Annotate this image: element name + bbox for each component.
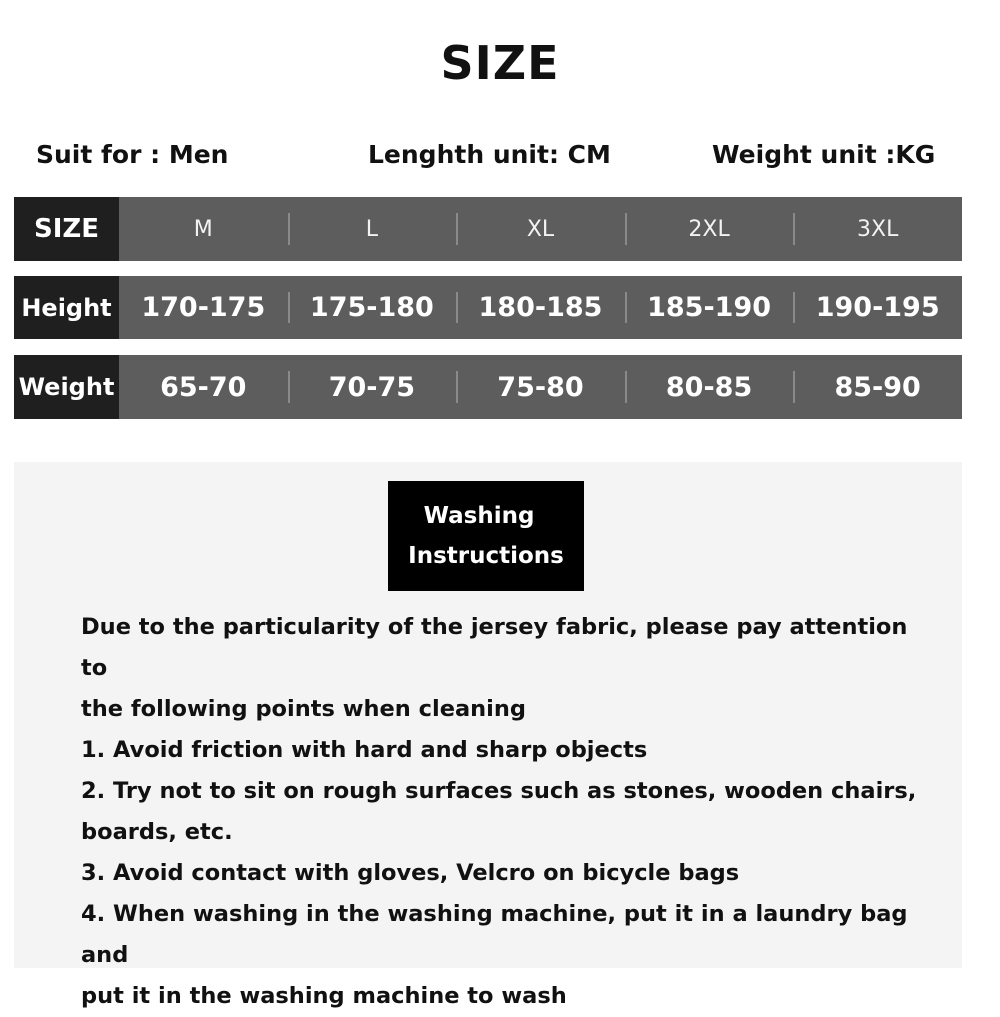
height-row (14, 276, 962, 339)
weight-cell-m: 65-70 (160, 371, 247, 403)
height-cell-2xl: 185-190 (625, 276, 794, 339)
weight-cell-3xl: 85-90 (793, 355, 962, 419)
washing-instructions (81, 607, 941, 1017)
washing-title-line2: Instructions (408, 543, 564, 569)
size-cell-3xl: 3XL (793, 197, 962, 261)
page-title: SIZE (440, 36, 560, 90)
weight-cell-l: 70-75 (288, 355, 457, 419)
size-cell-2xl: 2XL (625, 197, 794, 261)
weight-cell-xl: 75-80 (456, 355, 625, 419)
size-cell-xl: XL (456, 197, 625, 261)
washing-title-line1: Washing (423, 503, 535, 529)
instruction-line: 4. When washing in the washing machine, put it in a laundry bag and (81, 901, 908, 968)
instruction-line: 1. Avoid friction with hard and sharp objects (81, 737, 648, 763)
size-row-header: SIZE (14, 197, 119, 261)
instruction-line: put it in the washing machine to wash (81, 983, 567, 1009)
weight-row (14, 355, 962, 419)
height-row-header: Height (14, 276, 119, 339)
suit-for-label: Suit for : Men (36, 140, 229, 169)
size-cell-m: M (193, 216, 213, 242)
weight-unit-label: Weight unit :KG (712, 140, 936, 169)
washing-title-box (388, 481, 584, 591)
size-cell-l: L (288, 197, 457, 261)
height-cell-3xl: 190-195 (793, 276, 962, 339)
size-row (14, 197, 962, 261)
height-cell-m: 170-175 (141, 292, 266, 323)
height-cell-xl: 180-185 (456, 276, 625, 339)
weight-row-header: Weight (14, 355, 119, 419)
instruction-line: boards, etc. (81, 819, 233, 845)
instruction-line: 3. Avoid contact with gloves, Velcro on bicycle bags (81, 860, 740, 886)
length-unit-label: Lenghth unit: CM (368, 140, 611, 169)
instruction-line: Due to the particularity of the jersey fabric, please pay attention to (81, 614, 908, 681)
instruction-line: the following points when cleaning (81, 696, 526, 722)
weight-cell-2xl: 80-85 (625, 355, 794, 419)
height-cell-l: 175-180 (288, 276, 457, 339)
washing-panel (14, 462, 962, 1009)
instruction-line: 2. Try not to sit on rough surfaces such as stones, wooden chairs, (81, 778, 917, 804)
